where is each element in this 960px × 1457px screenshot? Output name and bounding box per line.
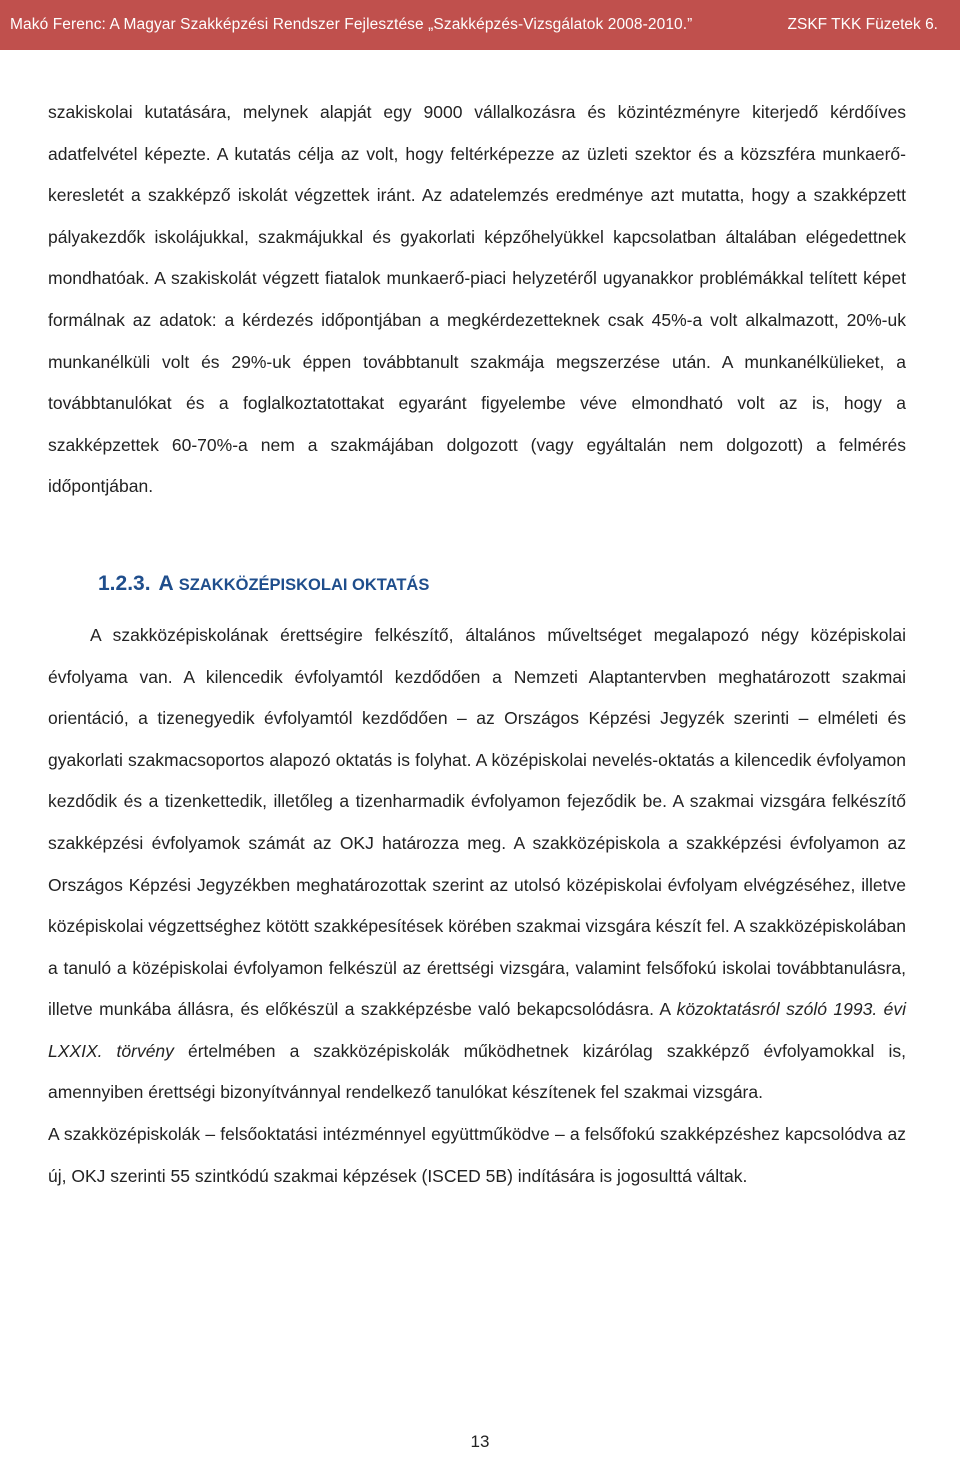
- paragraph-text-part-2: értelmében a szakközépiskolák működhetnek kizárólag szakképző évfolyamokkal is, amennyiben érettségi bizonyítvánnyal rendelkező tanulókat készítenek fel szakmai vizsgára.: [48, 1040, 906, 1103]
- running-header: [0, 0, 960, 50]
- header-title: Makó Ferenc: A Magyar Szakképzési Rendszer Fejlesztése „Szakképzés-Vizsgálatok 2008-2010.”: [10, 16, 693, 33]
- section-heading: [98, 564, 906, 605]
- section-title-initial: A: [158, 571, 173, 595]
- page-number: 13: [470, 1432, 490, 1451]
- section-number: 1.2.3.: [98, 571, 151, 595]
- paragraph-intro: szakiskolai kutatására, melynek alapját egy 9000 vállalkozásra és közintézményre kiterjedő kérdőíves adatfelvétel képezte. A kutatás célja az volt, hogy feltérképezze az üzleti szektor és a közszféra munkaerő-keresletét a szakképző iskolát végzettek iránt. Az adatelemzés eredménye azt mutatta, hogy a szakképzett pályakezdők iskolájukkal, szakmájukkal és gyakorlati képzőhelyükkel kapcsolatban általában elégedettnek mondhatóak. A szakiskolát végzett fiatalok munkaerő-piaci helyzetéről ugyanakkor problémákkal telített képet formálnak az adatok: a kérdezés időpontjában a megkérdezetteknek csak 45%-a volt alkalmazott, 20%-uk munkanélküli volt és 29%-uk éppen továbbtanult szakmája megszerzése után. A munkanélkülieket, a továbbtanulókat és a foglalkoztatottakat egyaránt figyelembe véve elmondható volt az is, hogy a szakképzettek 60-70%-a nem a szakmájában dolgozott (vagy egyáltalán nem dolgozott) a felmérés időpontjában.: [48, 102, 906, 497]
- paragraph-szakkozepiskola: [48, 615, 906, 1114]
- paragraph-text-part-1: A szakközépiskolának érettségire felkészítő, általános műveltséget megalapozó négy középiskolai évfolyama van. A kilencedik évfolyamtól kezdődően a Nemzeti Alaptantervben meghatározott szakmai orientáció, a tizenegyedik évfolyamtól kezdődően – az Országos Képzési Jegyzék szerinti – elméleti és gyakorlati szakmacsoportos alapozó oktatás is folyhat. A középiskolai nevelés-oktatás a kilencedik évfolyamon kezdődik és a tizenkettedik, illetőleg a tizenharmadik évfolyamon fejeződik be. A szakmai vizsgára felkészítő szakképzési évfolyamok számát az OKJ határozza meg. A szakközépiskola a szakképzési évfolyamon az Országos Képzési Jegyzékben meghatározottak szerint az utolsó középiskolai évfolyam elvégzéséhez, illetve középiskolai végzettséghez kötött szakképesítések körében szakmai vizsgára készít fel. A szakközépiskolában a tanuló a középiskolai évfolyamon felkészül az érettségi vizsgára, valamint felsőfokú iskolai továbbtanulásra, illetve munkába állásra, és előkészül a szakképzésbe való bekapcsolódásra. A: [48, 624, 906, 1020]
- section-title: SZAKKÖZÉPISKOLAI OKTATÁS: [178, 575, 430, 594]
- header-series: ZSKF TKK Füzetek 6.: [787, 16, 938, 33]
- page-content: [48, 92, 906, 1197]
- paragraph-felsooktatas: A szakközépiskolák – felsőoktatási intézménnyel együttműködve – a felsőfokú szakképzéshez kapcsolódva az új, OKJ szerinti 55 szintkódú szakmai képzések (ISCED 5B) indítására is jogosulttá váltak.: [48, 1124, 906, 1186]
- law-reference: közoktatásról szóló 1993. évi LXXIX. törvény: [48, 999, 906, 1061]
